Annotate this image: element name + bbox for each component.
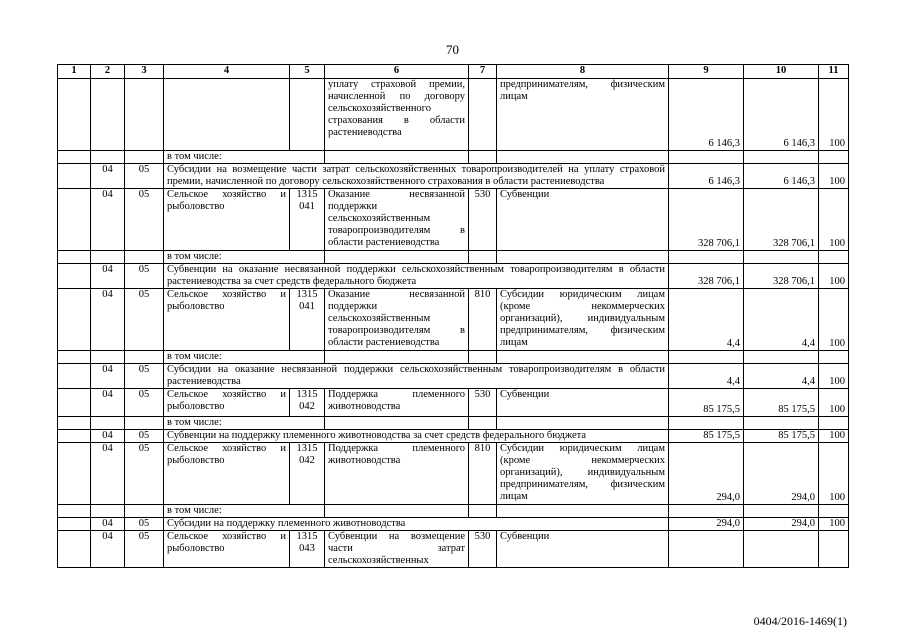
col10-cell: [744, 417, 819, 430]
percent-executed: 100: [819, 389, 849, 417]
table-row: [58, 389, 849, 417]
amount-planned: 328 706,1: [669, 264, 744, 289]
col9-cell: [669, 505, 744, 518]
col7-cell: [469, 251, 497, 264]
col2-cell: [91, 251, 125, 264]
subsidy-description: Субвенции на оказание несвязанной поддержки сельскохозяйственным товаропроизводителям в области растениеводства за счет средств федерального бюджета: [164, 264, 669, 289]
subtotal-label-row: [58, 351, 849, 364]
expense-description: Оказание несвязанной поддержки сельскохозяйственным товаропроизводителям в области растениеводства: [325, 189, 469, 251]
target-article-code: 1315 041: [290, 289, 325, 351]
amount-planned: 4,4: [669, 289, 744, 351]
section-code: 04: [91, 443, 125, 505]
col1-cell: [58, 505, 91, 518]
expense-description: Оказание несвязанной поддержки сельскохозяйственным товаропроизводителям в области растениеводства: [325, 289, 469, 351]
subtotal-label-row: [58, 151, 849, 164]
section-code: 04: [91, 518, 125, 531]
including-label: в том числе:: [164, 417, 325, 430]
col1-cell: [58, 151, 91, 164]
col3-cell: [125, 505, 164, 518]
col11-cell: [819, 351, 849, 364]
col9-cell: [669, 417, 744, 430]
col1-cell: [58, 79, 91, 151]
section-code: 04: [91, 364, 125, 389]
expense-description: Субвенции на возмещение части затрат сельскохозяйственных: [325, 531, 469, 568]
section-name: Сельское хозяйство и рыболовство: [164, 531, 290, 568]
target-article-code: 1315 041: [290, 189, 325, 251]
col1-cell: [58, 351, 91, 364]
subsidy-description: Субсидии на поддержку племенного животноводства: [164, 518, 669, 531]
col6-cell: [325, 151, 469, 164]
section-code: 04: [91, 430, 125, 443]
section-name: Сельское хозяйство и рыболовство: [164, 289, 290, 351]
col1-cell: [58, 289, 91, 351]
percent-executed: 100: [819, 164, 849, 189]
expense-description: Поддержка племенного животноводства: [325, 443, 469, 505]
percent-executed: 100: [819, 264, 849, 289]
col2-cell: [91, 351, 125, 364]
section-code: 04: [91, 389, 125, 417]
expense-type-name: Субвенции: [497, 389, 669, 417]
header-row: [58, 65, 849, 79]
col3-cell: [125, 151, 164, 164]
col2-cell: [91, 417, 125, 430]
including-label: в том числе:: [164, 505, 325, 518]
subsection-code: 05: [125, 289, 164, 351]
amount-planned: 6 146,3: [669, 164, 744, 189]
detail-row: [58, 430, 849, 443]
amount-executed: 85 175,5: [744, 389, 819, 417]
amount-planned: 294,0: [669, 518, 744, 531]
page-number: 70: [446, 42, 459, 57]
column-header-3: 3: [125, 65, 164, 79]
column-header-6: 6: [325, 65, 469, 79]
section-code: 04: [91, 531, 125, 568]
col1-cell: [58, 531, 91, 568]
amount-executed: 294,0: [744, 443, 819, 505]
col8-cell: [497, 505, 669, 518]
col1-cell: [58, 251, 91, 264]
percent-executed: 100: [819, 430, 849, 443]
percent-executed: 100: [819, 518, 849, 531]
detail-row: [58, 518, 849, 531]
expense-description: уплату страховой премии, начисленной по договору сельскохозяйственного страхования в области растениеводства: [325, 79, 469, 151]
column-header-2: 2: [91, 65, 125, 79]
subsection-code: 05: [125, 264, 164, 289]
subsection-code: 05: [125, 443, 164, 505]
col7-cell: [469, 151, 497, 164]
percent-executed: 100: [819, 364, 849, 389]
column-header-8: 8: [497, 65, 669, 79]
target-article-code: [290, 79, 325, 151]
table-row: [58, 189, 849, 251]
column-header-11: 11: [819, 65, 849, 79]
column-header-7: 7: [469, 65, 497, 79]
expense-type-code: [469, 79, 497, 151]
col10-cell: [744, 251, 819, 264]
amount-planned: [669, 531, 744, 568]
col10-cell: [744, 505, 819, 518]
section-code: 04: [91, 289, 125, 351]
amount-executed: 294,0: [744, 518, 819, 531]
amount-executed: 328 706,1: [744, 264, 819, 289]
amount-executed: 6 146,3: [744, 79, 819, 151]
expense-type-code: 810: [469, 443, 497, 505]
col6-cell: [325, 417, 469, 430]
table-row: [58, 531, 849, 568]
subsection-code: 05: [125, 364, 164, 389]
table-body: [58, 79, 849, 568]
including-label: в том числе:: [164, 151, 325, 164]
col9-cell: [669, 351, 744, 364]
col9-cell: [669, 251, 744, 264]
section-name: Сельское хозяйство и рыболовство: [164, 443, 290, 505]
percent-executed: 100: [819, 79, 849, 151]
percent-executed: 100: [819, 189, 849, 251]
subtotal-label-row: [58, 251, 849, 264]
col8-cell: [497, 351, 669, 364]
col9-cell: [669, 151, 744, 164]
amount-executed: 6 146,3: [744, 164, 819, 189]
expense-description: Поддержка племенного животноводства: [325, 389, 469, 417]
expense-type-code: 530: [469, 531, 497, 568]
column-header-4: 4: [164, 65, 290, 79]
target-article-code: 1315 043: [290, 531, 325, 568]
col1-cell: [58, 189, 91, 251]
expense-type-name: Субвенции: [497, 531, 669, 568]
expense-type-name: Субвенции: [497, 189, 669, 251]
budget-table: [57, 64, 849, 568]
detail-row: [58, 264, 849, 289]
amount-planned: 6 146,3: [669, 79, 744, 151]
subsection-code: 05: [125, 430, 164, 443]
col10-cell: [744, 151, 819, 164]
document-id: 0404/2016-1469(1): [753, 614, 847, 628]
subsection-code: 05: [125, 164, 164, 189]
section-code: 04: [91, 264, 125, 289]
col8-cell: [497, 151, 669, 164]
expense-type-code: 530: [469, 389, 497, 417]
percent-executed: 100: [819, 443, 849, 505]
detail-row: [58, 364, 849, 389]
col1-cell: [58, 389, 91, 417]
subsidy-description: Субсидии на оказание несвязанной поддержки сельскохозяйственным товаропроизводителям в области растениеводства: [164, 364, 669, 389]
column-header-5: 5: [290, 65, 325, 79]
col7-cell: [469, 351, 497, 364]
section-code: 04: [91, 189, 125, 251]
subsidy-description: Субвенции на поддержку племенного животноводства за счет средств федерального бюджета: [164, 430, 669, 443]
table-row: [58, 289, 849, 351]
col8-cell: [497, 251, 669, 264]
col1-cell: [58, 443, 91, 505]
subsection-code: 05: [125, 389, 164, 417]
section-name: [164, 79, 290, 151]
amount-executed: [744, 531, 819, 568]
subsection-code: 05: [125, 531, 164, 568]
col11-cell: [819, 151, 849, 164]
subsection-code: 05: [125, 189, 164, 251]
including-label: в том числе:: [164, 351, 325, 364]
percent-executed: [819, 531, 849, 568]
amount-planned: 85 175,5: [669, 389, 744, 417]
column-header-1: 1: [58, 65, 91, 79]
col2-cell: [91, 505, 125, 518]
col3-cell: [125, 417, 164, 430]
amount-planned: 85 175,5: [669, 430, 744, 443]
col6-cell: [325, 351, 469, 364]
column-header-10: 10: [744, 65, 819, 79]
amount-executed: 4,4: [744, 364, 819, 389]
expense-type-name: предпринимателям, физическим лицам: [497, 79, 669, 151]
expense-type-code: 810: [469, 289, 497, 351]
col1-cell: [58, 518, 91, 531]
subtotal-label-row: [58, 505, 849, 518]
col11-cell: [819, 505, 849, 518]
expense-type-name: Субсидии юридическим лицам (кроме некоммерческих организаций), индивидуальным предпринимателям, физическим лицам: [497, 289, 669, 351]
subsidy-description: Субсидии на возмещение части затрат сельскохозяйственных товаропроизводителей на уплату страховой премии, начисленной по договору сельскохозяйственного страхования в области растениеводства: [164, 164, 669, 189]
section-code: [91, 79, 125, 151]
detail-row: [58, 164, 849, 189]
subsection-code: 05: [125, 518, 164, 531]
amount-planned: 328 706,1: [669, 189, 744, 251]
amount-planned: 4,4: [669, 364, 744, 389]
col7-cell: [469, 417, 497, 430]
col6-cell: [325, 505, 469, 518]
col1-cell: [58, 164, 91, 189]
col3-cell: [125, 251, 164, 264]
amount-executed: 328 706,1: [744, 189, 819, 251]
col6-cell: [325, 251, 469, 264]
col1-cell: [58, 430, 91, 443]
amount-executed: 85 175,5: [744, 430, 819, 443]
col3-cell: [125, 351, 164, 364]
section-code: 04: [91, 164, 125, 189]
table-row: [58, 79, 849, 151]
table-row: [58, 443, 849, 505]
col8-cell: [497, 417, 669, 430]
section-name: Сельское хозяйство и рыболовство: [164, 189, 290, 251]
section-name: Сельское хозяйство и рыболовство: [164, 389, 290, 417]
expense-type-name: Субсидии юридическим лицам (кроме некоммерческих организаций), индивидуальным предпринимателям, физическим лицам: [497, 443, 669, 505]
col2-cell: [91, 151, 125, 164]
amount-planned: 294,0: [669, 443, 744, 505]
col1-cell: [58, 264, 91, 289]
col10-cell: [744, 351, 819, 364]
col11-cell: [819, 251, 849, 264]
col11-cell: [819, 417, 849, 430]
subsection-code: [125, 79, 164, 151]
col1-cell: [58, 417, 91, 430]
subtotal-label-row: [58, 417, 849, 430]
including-label: в том числе:: [164, 251, 325, 264]
column-header-9: 9: [669, 65, 744, 79]
target-article-code: 1315 042: [290, 443, 325, 505]
amount-executed: 4,4: [744, 289, 819, 351]
col1-cell: [58, 364, 91, 389]
percent-executed: 100: [819, 289, 849, 351]
col7-cell: [469, 505, 497, 518]
target-article-code: 1315 042: [290, 389, 325, 417]
expense-type-code: 530: [469, 189, 497, 251]
